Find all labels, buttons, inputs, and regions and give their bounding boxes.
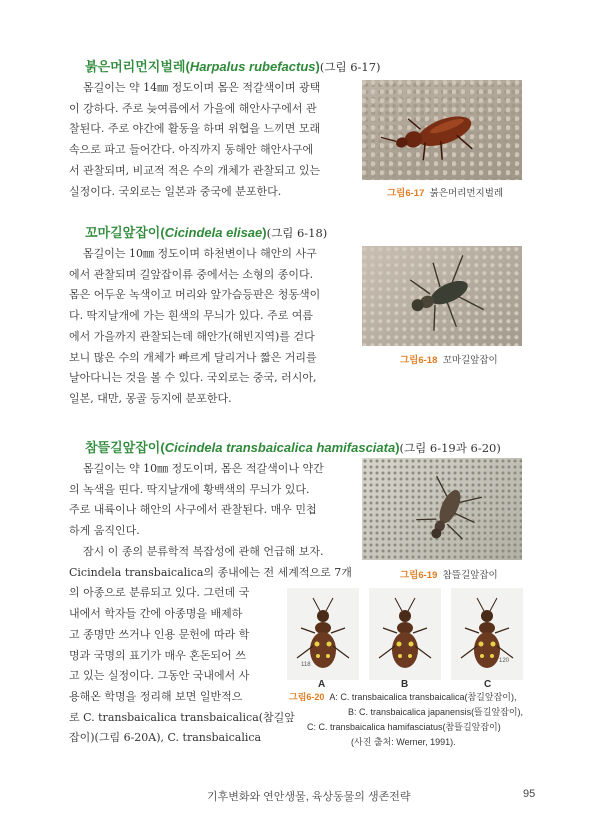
figure-6-17-caption: 그림6-17 붉은머리먼지벌레 [387,188,504,199]
figure-6-20-photo-b [369,588,441,680]
figure-6-20-photo-a [287,588,359,680]
section-title-2: 꼬마길앞잡이(Cicindela elisae)(그림 6-18) [85,225,328,240]
section-3-body: 몸길이는 약 10㎜ 정도이며, 몸은 적갈색이나 약간 의 녹색을 띤다. 딱지날개에 황백색의 무늬가 있다. 주로 내륙이나 해안의 사구에서 관찰된다. 매우 민첩 하게 움직인다. [69,462,324,538]
tiger-beetle-icon [362,458,522,560]
section-2-body: 몸길이는 10㎜ 정도이며 하천변이나 해안의 사구 에서 관찰되며 길앞잡이류 중에서는 소형의 종이다. 몸은 어두운 녹색이고 머리와 앞가슴등판은 청동색이 다. 딱지날개에 가는 흰색의 무늬가 있다. 주로 여름 에서 가을까지 관찰되는데 해안가(해빈지역)를 걷다 보니 많은 수의 개체가 빠르게 달리거나 짧은 거리를 날아다니는 것을 볼 수 있다. 국외로는 중국, 러시아, 일본, 대만, 몽골 등지에 분포한다. [69,247,321,405]
section-1-body: 몸길이는 약 14㎜ 정도이며 몸은 적갈색이며 광택 이 강하다. 주로 늦여름에서 가을에 해안사구에서 관 찰된다. 주로 야간에 활동을 하며 위협을 느끼면 모래 속으로 파고 들어간다. 아직까지 동해안 해안사구에 서 관찰되며, 비교적 적은 수의 개체가 관찰되고 있는 실정이다. 국외로는 일본과 중국에 분포한다. [69,81,321,198]
specimen-beetle-icon [451,588,523,680]
beetle-icon [362,80,522,180]
tiger-beetle-icon [362,246,522,346]
specimen-beetle-icon [287,588,359,680]
section-title-1: 붉은머리먼지벌레(Harpalus rubefactus)(그림 6-17) [85,59,381,74]
figure-6-17-photo [362,80,522,180]
footer-title: 기후변화와 연안생물, 육상동물의 생존전략 [207,791,411,803]
figure-6-19-caption: 그림6-19 참뜰길앞잡이 [400,570,498,581]
specimen-beetle-icon [369,588,441,680]
figure-6-18-caption: 그림6-18 꼬마길앞잡이 [400,355,498,366]
section-3-body-cont: 잠시 이 종의 분류학적 복잡성에 관해 언급해 보자. Cicindela transbaicalica의 종내에는 전 세계적으로 7개 의 아종으로 분류되고 있다. 그런데 국 내에서 학자들 간에 아종명을 배제하 고 종명만 쓰거나 인용 문헌에 따라 학 명과 국명의 표기가 매우 혼돈되어 쓰 고 있는 실정이다. 그동안 국내에서 사 용해온 학명을 정리해 보면 일반적으 로 C. transbaicalica transbaicalica(참길앞 잡이)(그림 6-20A), C. transbaicalica [69,545,352,745]
figure-6-20-photo-c [451,588,523,680]
figure-6-20-caption: 그림6-20 A: C. transbaicalica transbaicalica(참길앞잡이), B: C. transbaicalica japanensis(뜰길앞잡이), C: C. transbaicalica hamifasciatus(참뜰길앞잡이) (사진 출처: Werner, 1991). [289,692,524,747]
figure-6-20-label-a: A [318,679,326,690]
figure-6-20-label-b: B [401,679,409,690]
figure-6-20-label-c: C [484,679,492,690]
page-number: 95 [523,788,536,800]
specimen-tag-a: 118 [301,662,311,668]
specimen-tag-c: 120 [499,658,510,664]
section-title-3: 참뜰길앞잡이(Cicindela transbaicalica hamifasciata)(그림 6-19과 6-20) [85,440,501,455]
figure-6-18-photo [362,246,522,346]
figure-6-19-photo [362,458,522,560]
